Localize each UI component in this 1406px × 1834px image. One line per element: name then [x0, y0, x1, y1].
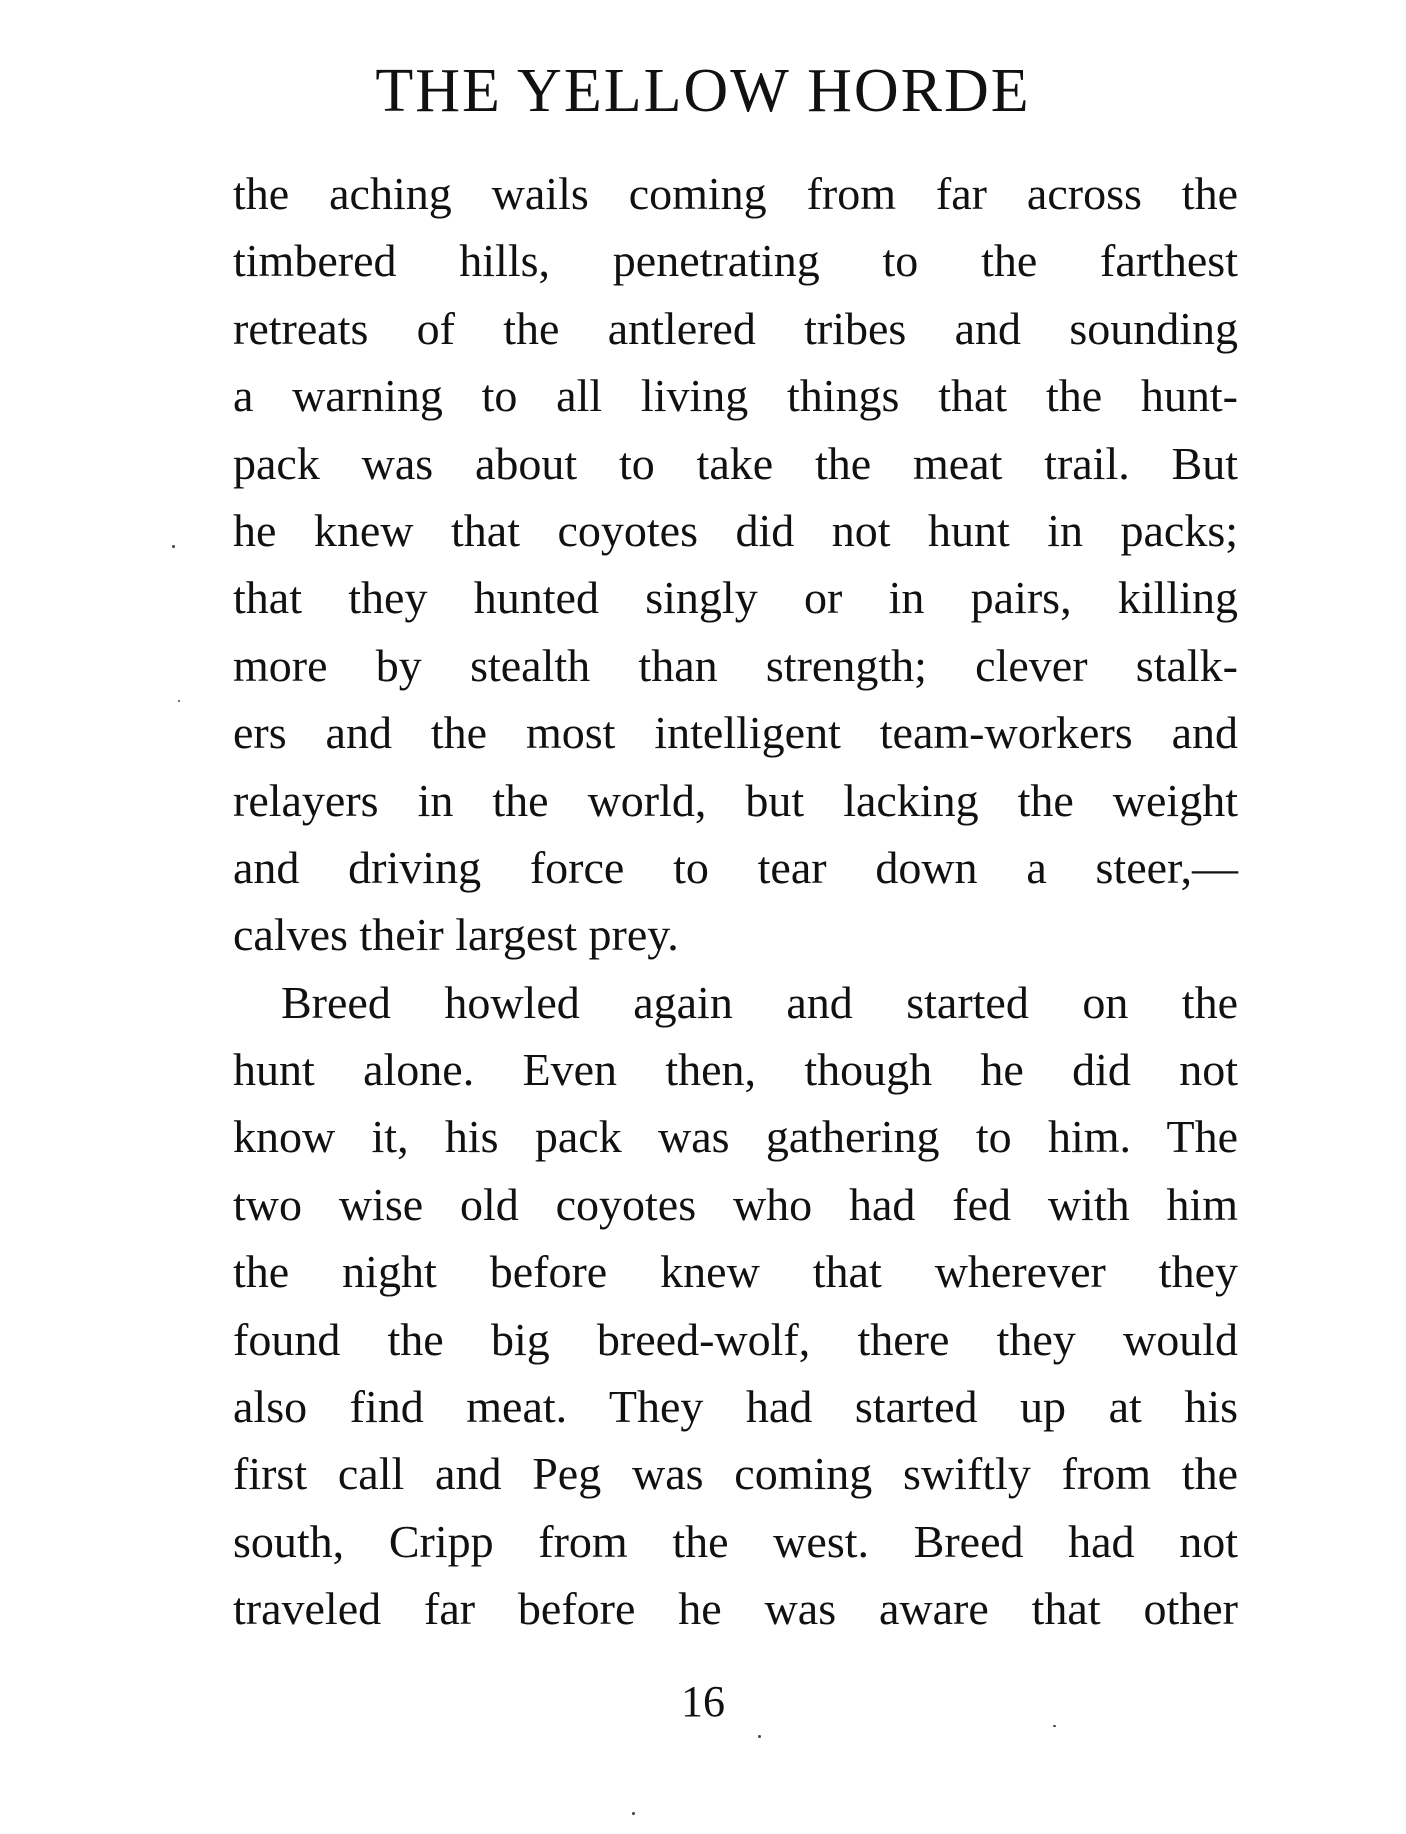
text-line: retreats of the antlered tribes and sounding [233, 302, 1238, 354]
text-line: first call and Peg was coming swiftly from the [233, 1448, 1238, 1500]
text-line: the night before knew that wherever they [233, 1246, 1238, 1298]
text-line: ers and the most intelligent team-workers and [233, 707, 1238, 759]
text-line: pack was about to take the meat trail. But [233, 437, 1238, 489]
scan-speck [758, 1735, 761, 1738]
text-line: know it, his pack was gathering to him. The [233, 1111, 1238, 1163]
text-line: calves their largest prey. [233, 909, 679, 961]
scan-speck [178, 700, 180, 702]
text-line: that they hunted singly or in pairs, killing [233, 572, 1238, 624]
text-line: also find meat. They had started up at his [233, 1381, 1238, 1433]
text-line: Breed howled again and started on the [281, 976, 1238, 1028]
scan-speck [1053, 1725, 1056, 1727]
running-head: THE YELLOW HORDE [375, 57, 1031, 125]
paragraph-1 [233, 160, 1238, 969]
text-line: found the big breed-wolf, there they would [233, 1313, 1238, 1365]
text-line: a warning to all living things that the hunt- [233, 370, 1238, 422]
scan-speck [632, 1812, 635, 1815]
text-line: hunt alone. Even then, though he did not [233, 1044, 1238, 1096]
text-line: the aching wails coming from far across the [233, 168, 1238, 219]
text-line: relayers in the world, but lacking the weight [233, 774, 1238, 826]
paragraph-2 [233, 969, 1238, 1643]
scan-speck [172, 545, 175, 548]
text-line: timbered hills, penetrating to the farthest [233, 235, 1238, 287]
text-line: south, Cripp from the west. Breed had not [233, 1515, 1238, 1567]
text-line: he knew that coyotes did not hunt in packs; [233, 504, 1238, 556]
text-line: two wise old coyotes who had fed with him [233, 1178, 1238, 1230]
page-number: 16 [681, 1677, 725, 1726]
page-body [233, 160, 1238, 1643]
text-line: more by stealth than strength; clever stalk- [233, 639, 1238, 691]
text-line: and driving force to tear down a steer,— [233, 841, 1238, 893]
text-line: traveled far before he was aware that other [233, 1583, 1238, 1635]
